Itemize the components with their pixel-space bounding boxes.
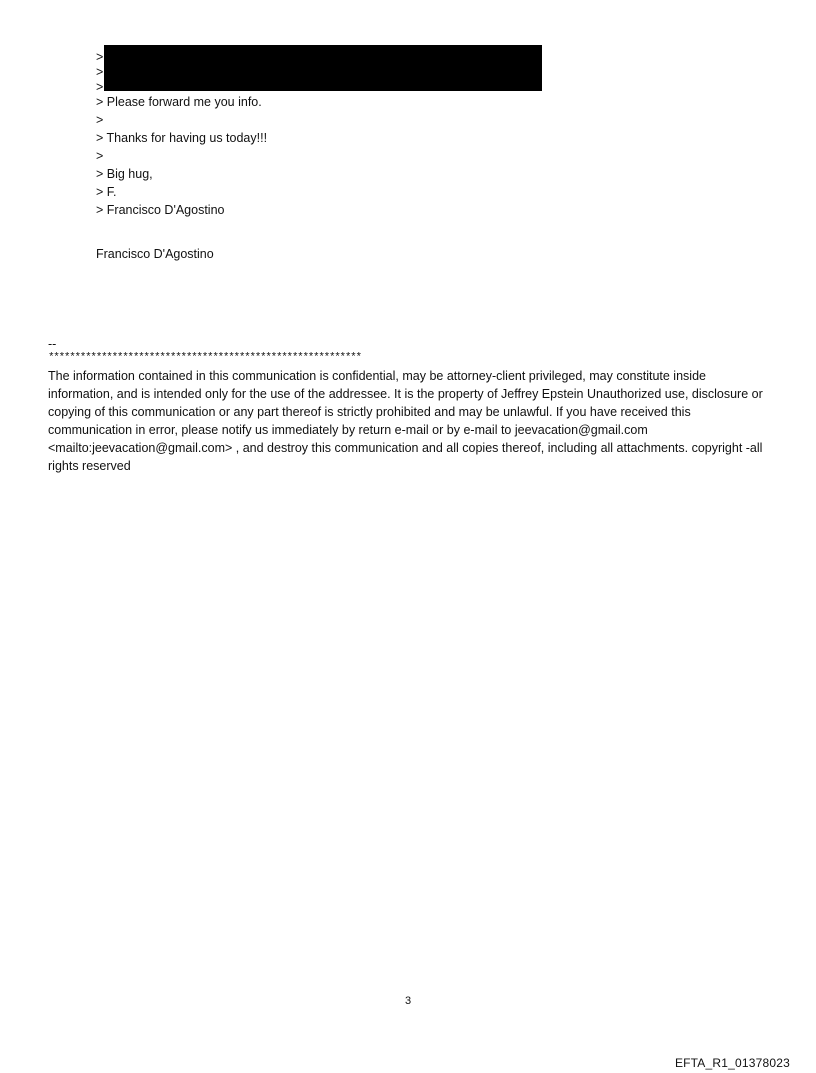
document-id: EFTA_R1_01378023 [674, 1056, 790, 1070]
separator-stars: *********************************************************** [48, 352, 361, 364]
confidentiality-footer [48, 337, 763, 475]
redaction-bar [104, 45, 542, 91]
quoted-line: > [96, 50, 104, 64]
quoted-line: > Francisco D'Agostino [96, 203, 225, 217]
separator-dashes: -- [48, 337, 57, 351]
disclaimer-text: The information contained in this communication is confidential, may be attorney-client privileged, may constitute inside information, and is intended only for the use of the addressee. It is the property of Jeffrey Epstein Unauthorized use, disclosure or copying of this communication or any part thereof is strictly prohibited and may be unlawful. If you have received this communication in error, please notify us immediately by return e-mail or by e-mail to jeevacation@gmail.com <mailto:jeevacation@gmail.com> , and destroy this communication and all copies thereof, including all attachments. copyright -all rights reserved [48, 369, 763, 473]
email-signature: Francisco D'Agostino [96, 247, 214, 261]
quoted-line: > [96, 113, 104, 127]
quoted-line: > [96, 149, 104, 163]
quoted-line: > Big hug, [96, 167, 153, 181]
page-number: 3 [404, 995, 412, 1007]
quoted-line: > [96, 80, 104, 94]
quoted-line: > Thanks for having us today!!! [96, 131, 268, 145]
quoted-line: > [96, 65, 104, 79]
quoted-line: > Please forward me you info. [96, 95, 262, 109]
quoted-line: > F. [96, 185, 117, 199]
